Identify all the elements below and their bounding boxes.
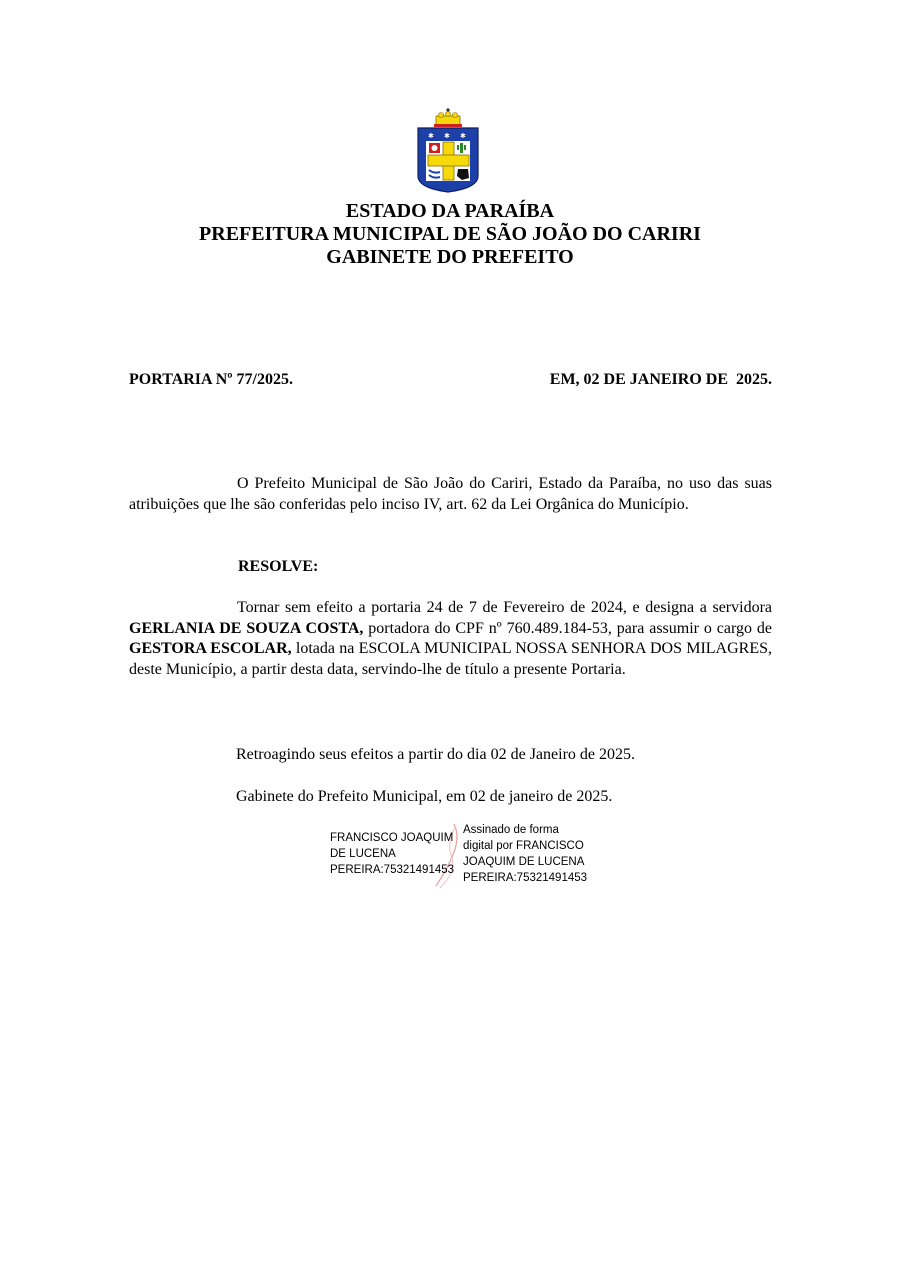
- signature-name-line: PEREIRA:75321491453: [330, 864, 455, 876]
- coat-of-arms-icon: [414, 108, 482, 194]
- svg-text:✱: ✱: [428, 132, 434, 140]
- digital-signature: [330, 822, 610, 892]
- portaria-date: EM, 02 DE JANEIRO DE 2025.: [549, 371, 772, 388]
- svg-text:✱: ✱: [460, 132, 466, 140]
- resolution-text-a: Tornar sem efeito a portaria 24 de 7 de Fevereiro de 2024, e designa a servidora: [237, 599, 772, 616]
- resolution-paragraph: [129, 598, 772, 680]
- role-name: GESTORA ESCOLAR,: [129, 640, 292, 657]
- signature-name-block: [330, 830, 460, 878]
- signature-info-line: digital por FRANCISCO: [463, 840, 584, 852]
- signature-info-line: JOAQUIM DE LUCENA: [463, 856, 585, 868]
- resolution-text-c: lotada na ESCOLA MUNICIPAL NOSSA SENHORA DOS MILAGRES, deste Município, a partir desta data, servindo-lhe de título a presente Portaria.: [129, 640, 773, 678]
- servant-name: GERLANIA DE SOUZA COSTA,: [129, 619, 364, 637]
- header-gabinete: GABINETE DO PREFEITO: [326, 246, 574, 268]
- portaria-number: PORTARIA Nº 77/2025.: [129, 371, 293, 388]
- header-state: ESTADO DA PARAÍBA: [345, 200, 555, 222]
- resolution-text-b: portadora do CPF nº 760.489.184-53, para assumir o cargo de: [363, 619, 772, 637]
- signature-info-line: PEREIRA:75321491453: [463, 872, 588, 884]
- gabinete-date-line: Gabinete do Prefeito Municipal, em 02 de janeiro de 2025.: [236, 788, 613, 805]
- signature-name-line: FRANCISCO JOAQUIM: [330, 832, 454, 844]
- signature-info-block: [463, 822, 613, 886]
- svg-text:✱: ✱: [444, 132, 450, 140]
- retroactive-line: Retroagindo seus efeitos a partir do dia 02 de Janeiro de 2025.: [236, 746, 635, 763]
- document-header: [0, 200, 900, 269]
- header-prefeitura: PREFEITURA MUNICIPAL DE SÃO JOÃO DO CARIRI: [199, 223, 701, 245]
- intro-paragraph: O Prefeito Municipal de São João do Cariri, Estado da Paraíba, no uso das suas atribuições que lhe são conferidas pelo inciso IV, art. 62 da Lei Orgânica do Município.: [129, 475, 772, 513]
- signature-info-line: Assinado de forma: [463, 824, 559, 836]
- resolve-heading: RESOLVE:: [238, 558, 319, 575]
- signature-name-line: DE LUCENA: [330, 848, 396, 860]
